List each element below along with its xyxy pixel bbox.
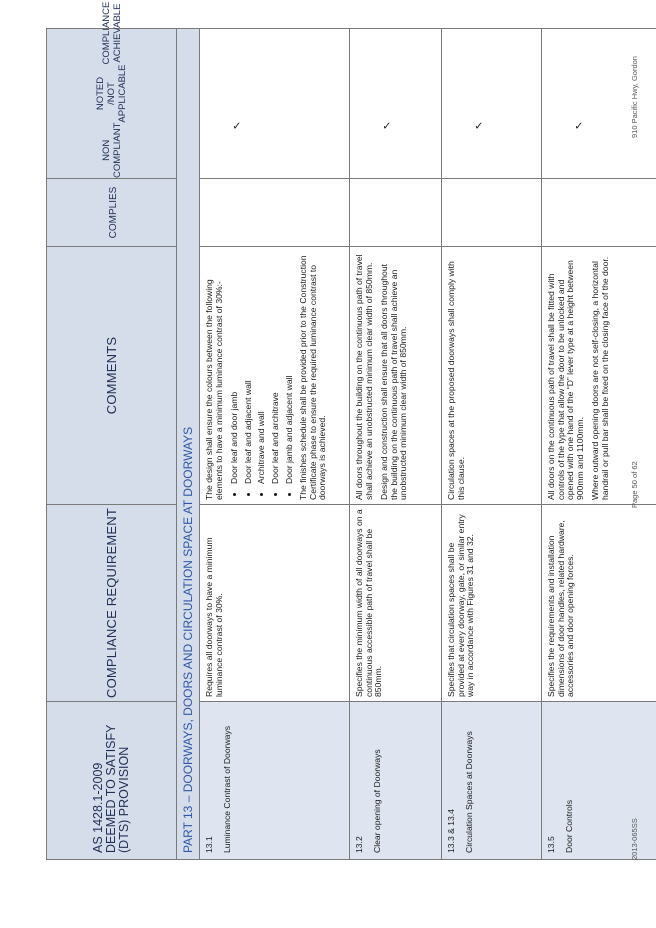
clause-title: Clear opening of Doorways <box>371 749 382 853</box>
header-complies <box>47 179 177 247</box>
checkmark-icon: ✓ <box>382 120 392 133</box>
status-cell <box>350 29 442 179</box>
comment-bullet-item: • Door jamb and adjacent wall <box>285 251 295 484</box>
header-provision: AS 1428.1-2009 DEEMED TO SATISFY (DTS) PROVISION <box>47 702 177 860</box>
clause-number: 13.1 <box>204 836 214 853</box>
footer-page-number: Page 50 of 62 <box>630 461 639 508</box>
requirement-cell <box>442 505 542 702</box>
checkmark-icon: ✓ <box>574 120 584 133</box>
comment-text: All doors on the continuous path of travel shall be fitted with controls of the type that allow the door to be unlocked and opened with one hand of the “D” lever type at a height between 900mm and 1100mm. <box>546 260 585 500</box>
comment-bullet-item: • Door leaf and architrave <box>271 251 281 484</box>
table-row <box>542 29 656 860</box>
comments-cell <box>350 247 442 505</box>
comment-bullet-item: • Door leaf and door jamb <box>230 251 240 484</box>
comment-text: Circulation spaces at the proposed doorways shall comply with this clause. <box>446 261 466 500</box>
requirement-text: Specifies the minimum width of all doorways on a continuous accessible path of travel shall be 850mm. <box>354 509 384 697</box>
requirement-cell <box>542 505 656 702</box>
complies-cell <box>442 179 542 247</box>
complies-cell <box>542 179 656 247</box>
complies-cell <box>350 179 442 247</box>
compliance-table <box>46 1 656 860</box>
table-header-row <box>47 29 177 860</box>
header-noted: NOTED /NOT APPLICABLE <box>95 64 128 123</box>
comments-cell <box>442 247 542 505</box>
table-row <box>350 29 442 860</box>
comment-bullet-item: • Door leaf and adjacent wall <box>244 251 254 484</box>
header-achievable: COMPLIANCE ACHIEVABLE <box>100 1 123 65</box>
comment-bullet-item: • Architrave and wall <box>257 251 267 484</box>
footer-doc-ref: 2013-065SS <box>630 818 639 860</box>
clause-title: Door Controls <box>563 799 574 853</box>
requirement-cell <box>350 505 442 702</box>
checkmark-icon: ✓ <box>474 120 484 133</box>
requirement-text: Specifies the requirements and installation dimensions of door handles, related hardware, accessories and door opening forces. <box>546 520 576 697</box>
clause-number: 13.3 & 13.4 <box>446 809 456 853</box>
requirement-cell <box>200 505 350 702</box>
compliance-table-sheet <box>46 1 624 860</box>
table-body <box>200 29 656 860</box>
requirement-text: Specifies that circulation spaces shall be provided at every doorway, gate, or similar entry way in accordance with Figures 31 and 32. <box>446 514 476 697</box>
comment-text: The design shall ensure the colours between the following elements to have a minimum luminance contrast of 30%:- <box>204 279 224 500</box>
provision-cell <box>200 702 350 860</box>
clause-title: Circulation Spaces at Doorways <box>463 731 474 853</box>
header-comments: COMMENTS <box>47 247 177 505</box>
part-title-row <box>177 29 200 860</box>
complies-cell <box>200 179 350 247</box>
clause-number: 13.2 <box>354 836 364 853</box>
part-title: PART 13 – DOORWAYS, DOORS AND CIRCULATION SPACE AT DOORWAYS <box>177 29 200 860</box>
header-requirement: COMPLIANCE REQUIREMENT <box>47 505 177 702</box>
comment-text: All doors throughout the building on the continuous path of travel shall achieve an unobstructed minimum clear width of 850mm. <box>354 254 374 500</box>
comment-text: Design and construction shall ensure that all doors throughout the building on the continuous path of travel shall achieve an unobstructed minimum clear width of 850mm. <box>379 264 409 500</box>
clause-title: Luminance Contrast of Doorways <box>221 725 232 853</box>
provision-cell <box>350 702 442 860</box>
table-row <box>200 29 350 860</box>
checkmark-icon: ✓ <box>232 120 242 133</box>
clause-number: 13.5 <box>546 836 556 853</box>
header-status <box>47 1 177 179</box>
table-row <box>442 29 542 860</box>
provision-cell <box>442 702 542 860</box>
comment-text: Where outward opening doors are not self-closing, a horizontal handrail or pull bar shall be fixed on the closing face of the door. <box>590 256 610 500</box>
header-complies-label: COMPLIES <box>107 186 119 239</box>
comments-cell <box>200 247 350 505</box>
comment-text: The finishes schedule shall be provided prior to the Construction Certificate phase to ensure the required luminance contrast to doorways is achieved. <box>298 255 328 500</box>
requirement-text: Requires all doorways to have a minimum luminance contrast of 30%. <box>204 537 224 697</box>
status-cell <box>442 29 542 179</box>
footer-address: 910 Pacific Hwy, Gordon <box>630 56 639 138</box>
header-non-compliant: NON COMPLIANT <box>100 122 123 178</box>
status-cell <box>200 29 350 179</box>
comment-bullet-list <box>230 251 294 500</box>
